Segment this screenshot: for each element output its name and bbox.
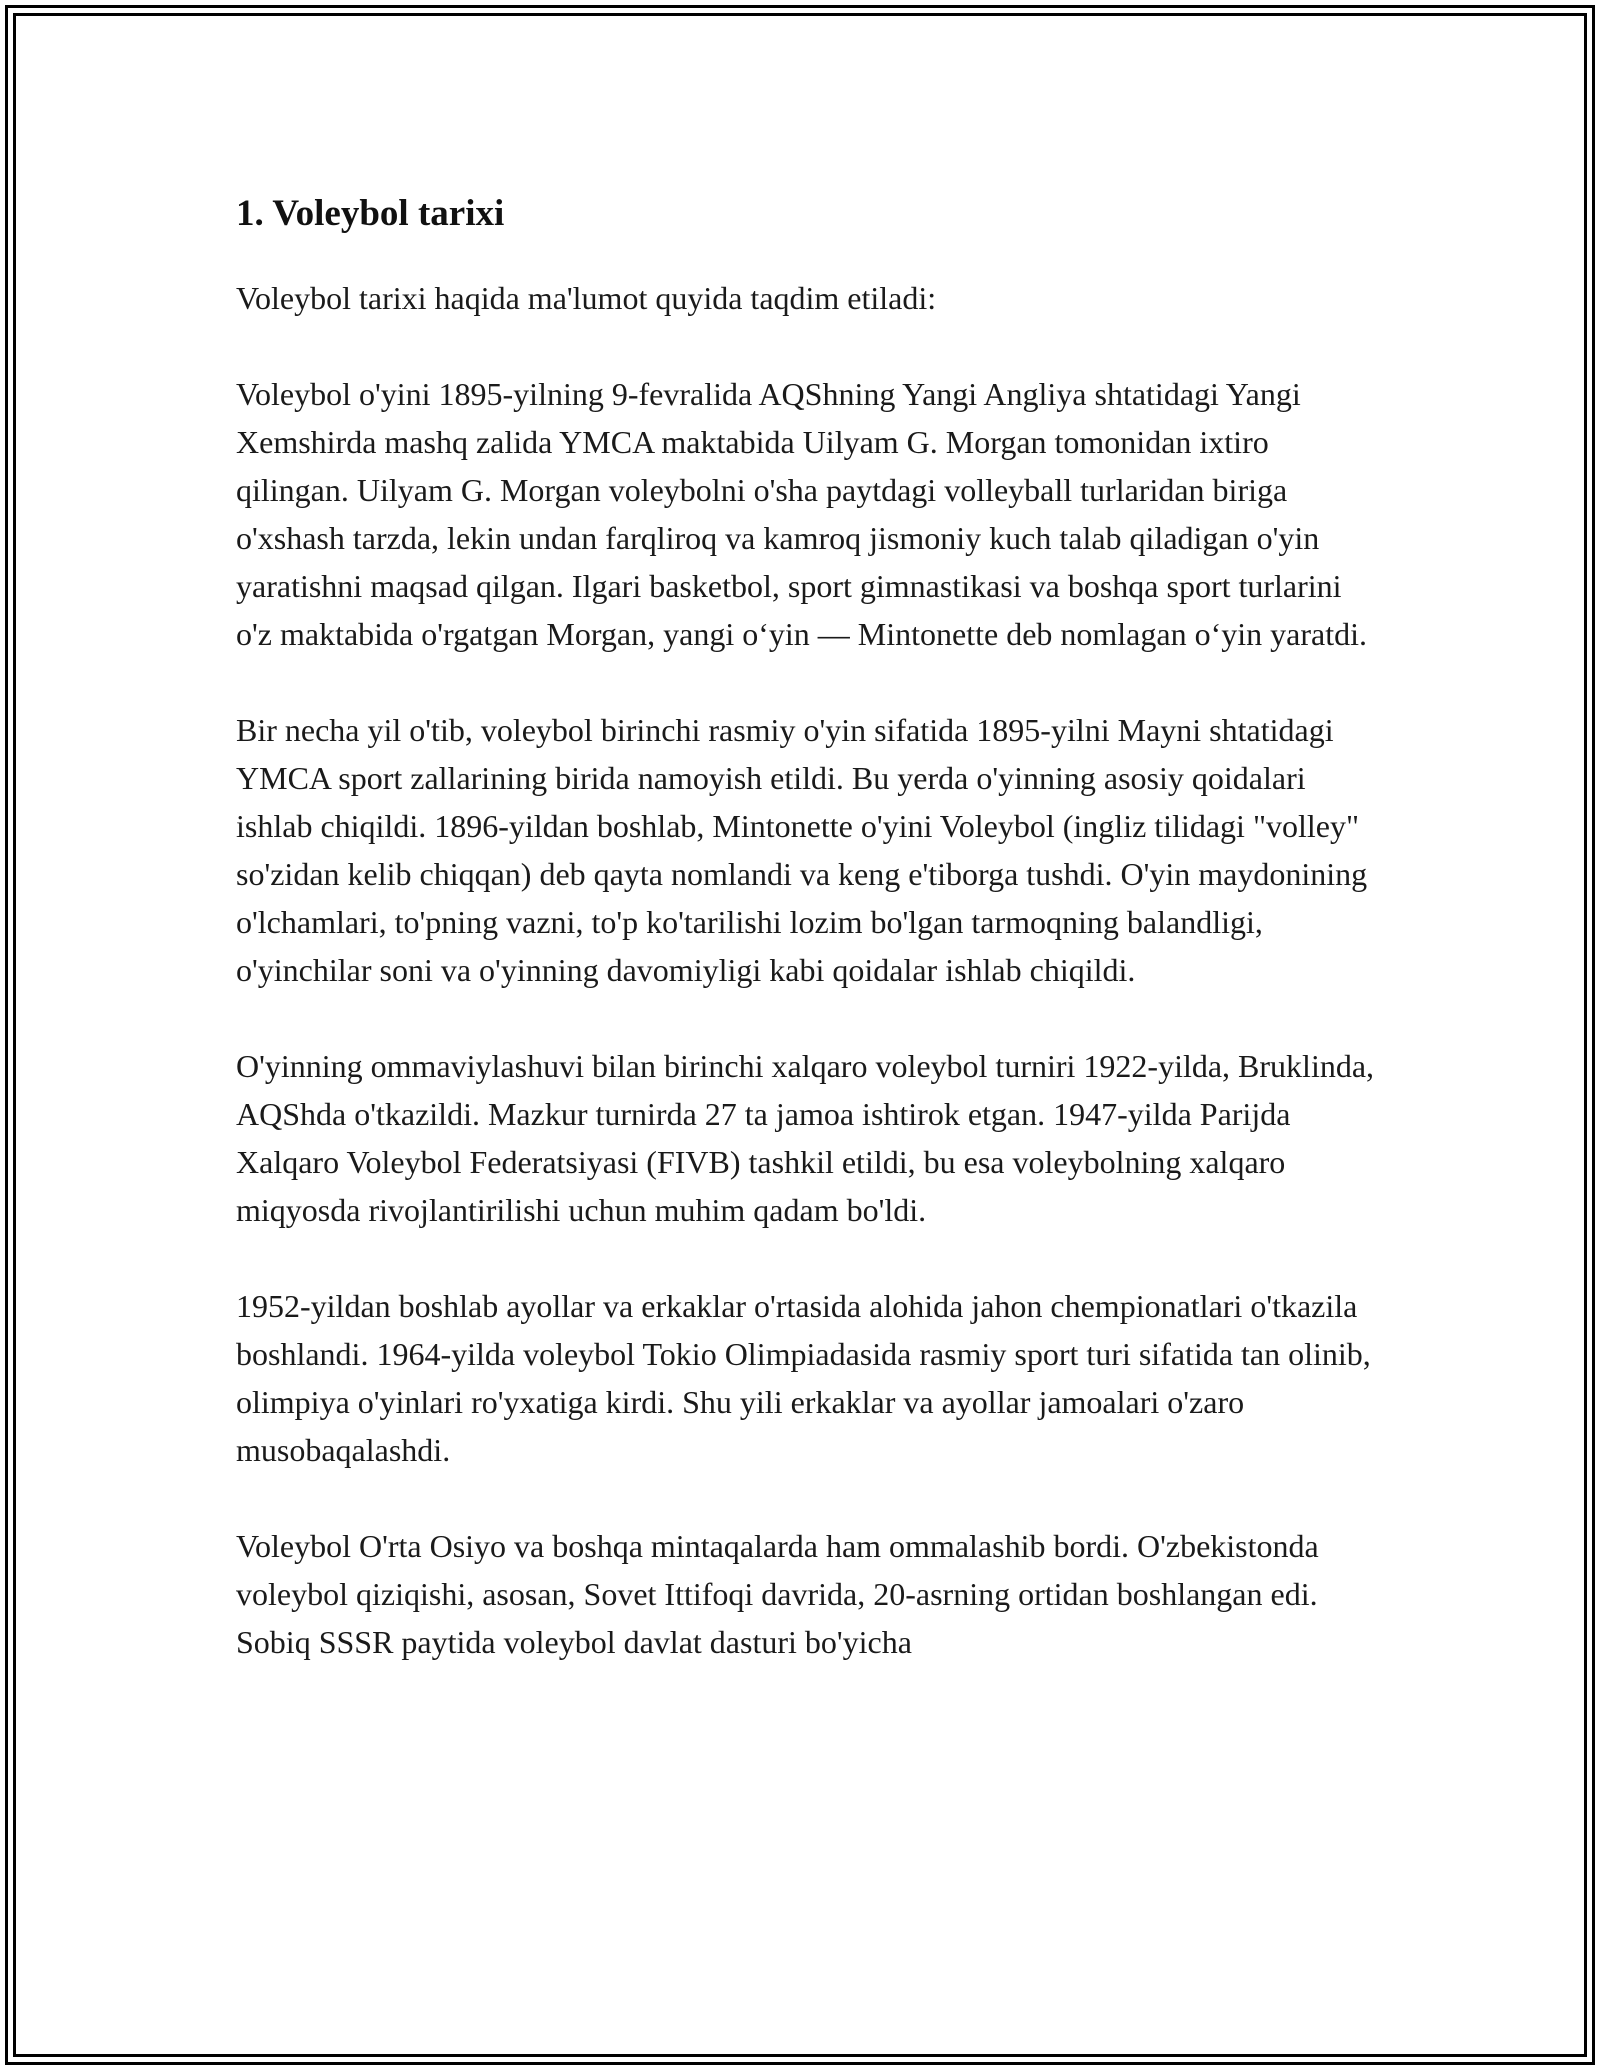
section-heading: 1. Voleybol tarixi [236,193,505,234]
paragraph-central-asia: Voleybol O'rta Osiyo va boshqa mintaqalarda ham ommalashib bordi. O'zbekistonda voleybol qiziqishi, asosan, Sovet Ittifoqi davrida, 20-asrning ortidan boshlangan edi. Sobiq SSSR paytida voleybol davlat dasturi bo'yicha [236,1528,1319,1660]
paragraph-olympics: 1952-yildan boshlab ayollar va erkaklar o'rtasida alohida jahon chempionatlari o'tkazila boshlandi. 1964-yilda voleybol Tokio Olimpiadasida rasmiy sport turi sifatida tan olinib, olimpiya o'yinlari ro'yxatiga kirdi. Shu yili erkaklar va ayollar jamoalari o'zaro musobaqalashdi. [236,1288,1371,1468]
paragraph-rules: Bir necha yil o'tib, voleybol birinchi rasmiy o'yin sifatida 1895-yilni Mayni shtatidagi YMCA sport zallarining birida namoyish etildi. Bu yerda o'yinning asosiy qoidalari ishlab chiqildi. 1896-yildan boshlab, Mintonette o'yini Voleybol (ingliz tilidagi "volley" so'zidan kelib chiqqan) deb qayta nomlandi va keng e'tiborga tushdi. O'yin maydonining o'lchamlari, to'pning vazni, to'p ko'tarilishi lozim bo'lgan tarmoqning balandligi, o'yinchilar soni va o'yinning davomiyligi kabi qoidalar ishlab chiqildi. [236,712,1368,988]
paragraph-international: O'yinning ommaviylashuvi bilan birinchi xalqaro voleybol turniri 1922-yilda, Bruklinda, AQShda o'tkazildi. Mazkur turnirda 27 ta jamoa ishtirok etgan. 1947-yilda Parijda Xalqaro Voleybol Federatsiyasi (FIVB) tashkil etildi, bu esa voleybolning xalqaro miqyosda rivojlantirilishi uchun muhim qadam bo'ldi. [236,1048,1375,1228]
document-body [236,186,1376,1714]
paragraph-invention: Voleybol o'yini 1895-yilning 9-fevralida AQShning Yangi Angliya shtatidagi Yangi Xemshirda mashq zalida YMCA maktabida Uilyam G. Morgan tomonidan ixtiro qilingan. Uilyam G. Morgan voleybolni o'sha paytdagi volleyball turlaridan biriga o'xshash tarzda, lekin undan farqliroq va kamroq jismoniy kuch talab qiladigan o'yin yaratishni maqsad qilgan. Ilgari basketbol, sport gimnastikasi va boshqa sport turlarini o'z maktabida o'rgatgan Morgan, yangi o‘yin — Mintonette deb nomlagan o‘yin yaratdi. [236,376,1367,652]
intro-paragraph: Voleybol tarixi haqida ma'lumot quyida taqdim etiladi: [236,280,937,316]
